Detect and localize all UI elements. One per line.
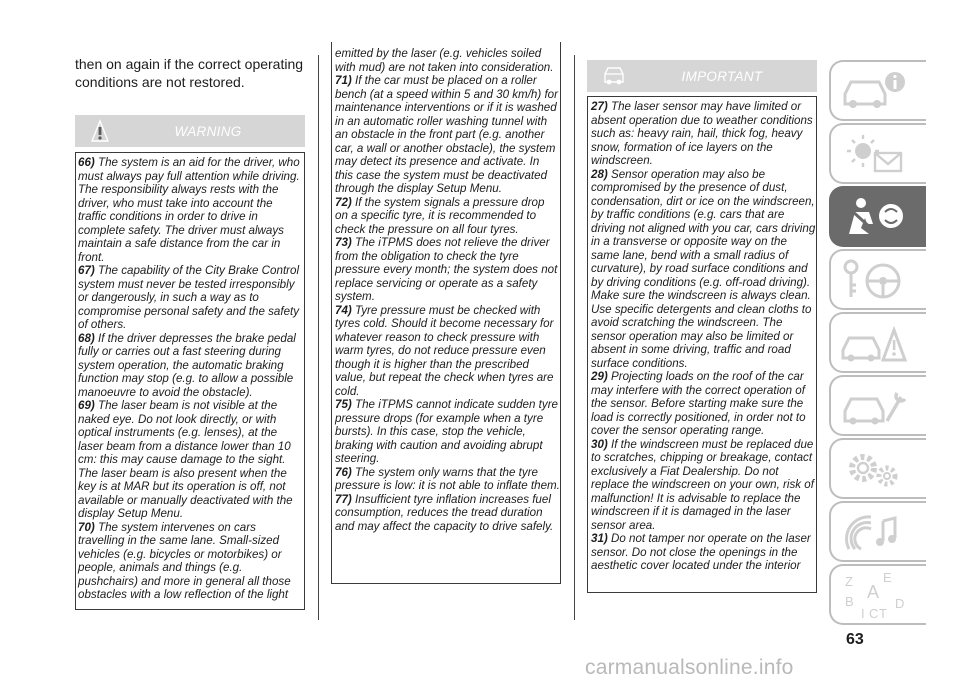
continuation-text: emitted by the laser (e.g. vehicles soiled with mud) are not taken into consideration. — [335, 47, 554, 74]
middle-item: 77) Insufficient tyre inflation increases fuel consumption, reduces the tread duration and may affect the capacity to drive safely. — [335, 492, 554, 533]
svg-text:I: I — [861, 606, 865, 621]
warning-item: 66) The system is an aid for the driver, who must always pay full attention while driving. The responsibility always rests with the driver, who must take into account the traffic conditions in order to drive in complete safety. The driver must always maintain a safe distance from the car in front. — [78, 156, 300, 264]
alphabet-index-icon — [839, 572, 909, 622]
svg-text:B: B — [845, 594, 854, 609]
tab-technical-data[interactable] — [829, 438, 926, 499]
svg-text:A: A — [867, 582, 880, 602]
warning-item: 70) The system intervenes on cars travelling in the same lane. Small-sized vehicles (e.g. bicycles or motorbikes) or people, animals and things (e.g. pushchairs) and more in general all those obstacles with a low reflection of the light — [78, 520, 291, 601]
svg-text:D: D — [895, 596, 905, 611]
warning-item: 68) If the driver depresses the brake pedal fully or carries out a fast steering during system operation, the automatic braking function may stop (e.g. to allow a possible manoeuvre to avoid the obstacle). — [78, 331, 296, 399]
tab-emergency[interactable] — [829, 312, 926, 373]
column-divider — [574, 55, 575, 620]
middle-item: 71) If the car must be placed on a roller bench (at a speed within 5 and 30 km/h) for maintenance interventions or if it is washed in an automatic roller washing tunnel with an obstacle in the front part (e.g. another car, a wall or another obstacle), the system may detect its presence and activate. In this case the system must be deactivated through the display Setup Menu. — [335, 74, 558, 195]
gears-icon — [839, 446, 909, 492]
tab-servicing[interactable] — [829, 375, 926, 436]
warning-car-icon — [839, 320, 909, 366]
tab-car-info[interactable] — [829, 60, 926, 121]
middle-item: 74) Tyre pressure must be checked with tyres cold. Should it become necessary for whatever reason to check pressure with warm tyres, do not reduce pressure even though it is higher than the prescribed value, but repeat the check when tyres are cold. — [335, 303, 554, 398]
intro-paragraph: then on again if the correct operating conditions are not restored. — [75, 56, 304, 90]
car-caution-icon — [601, 64, 627, 88]
watermark: carmanualsonline.info — [585, 656, 794, 679]
svg-text:T: T — [879, 606, 887, 621]
page-number: 63 — [846, 631, 864, 648]
svg-text:Z: Z — [845, 574, 853, 589]
sun-envelope-icon — [839, 131, 909, 177]
tab-lights-messages[interactable] — [829, 123, 926, 184]
important-title: IMPORTANT — [681, 68, 763, 84]
important-item: 29) Projecting loads on the roof of the car may interfere with the correct operation of the sensor. Before starting make sure the load is correctly positioned, in order not to cover the sensor operating range. — [591, 370, 806, 437]
important-item: 31) Do not tamper nor operate on the laser sensor. Do not close the openings in the aesthetic cover located under the interior — [591, 532, 811, 572]
car-info-icon — [839, 68, 909, 114]
important-items — [591, 100, 816, 573]
svg-text:C: C — [869, 606, 879, 621]
middle-item: 75) The iTPMS cannot indicate sudden tyre pressure drops (for example when a tyre bursts). In this case, stop the vehicle, braking with caution and avoiding abrupt steering. — [335, 398, 558, 465]
tab-starting-driving[interactable] — [829, 249, 926, 310]
warning-icon — [89, 119, 111, 143]
middle-item: 76) The system only warns that the tyre pressure is low: it is not able to inflate them. — [335, 465, 560, 492]
key-steering-wheel-icon — [839, 257, 909, 303]
middle-item: 73) The iTPMS does not relieve the driver from the obligation to check the tyre pressure every month; the system does not replace servicing or operate as a safety system. — [335, 236, 558, 303]
media-music-icon — [839, 509, 909, 555]
warning-header — [75, 115, 305, 147]
important-item: 28) Sensor operation may also be compromised by the presence of dust, condensation, dirt or ice on the windscreen, by traffic conditions (e.g. cars that are driving not aligned with you car, cars driving in a transverse or opposite way on the same lane, bend with a small radius of curvature), by road surface conditions and by driving conditions (e.g. off-road driving). Make sure the windscreen is always clean. Use specific detergents and clean cloths to avoid scratching the windscreen. The sensor operation may also be limited or absent in some driving, traffic and road surface conditions. — [591, 167, 816, 370]
warning-title: WARNING — [174, 123, 242, 139]
seat-airbag-icon — [839, 194, 909, 240]
warning-item: 69) The laser beam is not visible at the naked eye. Do not look directly, or with optical instruments (e.g. lenses), at the laser beam from a distance lower than 10 cm: this may cause damage to the sight. The laser beam is also present when the key is at MAR but its operation is off, not available or manually deactivated with the display Setup Menu. — [78, 399, 293, 520]
important-header — [587, 60, 817, 92]
important-item: 30) If the windscreen must be replaced due to scratches, chipping or breakage, contact exclusively a Fiat Dealership. Do not replace the windscreen on your own, risk of malfunction! It is advisable to replace the windscreen if it is damaged in the laser sensor area. — [591, 437, 814, 532]
tab-multimedia[interactable] — [829, 501, 926, 562]
svg-text:E: E — [883, 572, 892, 585]
tab-index[interactable] — [829, 564, 926, 625]
column-divider — [318, 55, 319, 620]
warning-item: 67) The capability of the City Brake Control system must never be tested irresponsibly or dangerously, in such a way as to compromise personal safety and the safety of others. — [78, 264, 300, 331]
important-item: 27) The laser sensor may have limited or absent operation due to weather conditions such as: heavy rain, hail, thick fog, heavy snow, formation of ice layers on the windscreen. — [591, 100, 813, 167]
tab-safety[interactable] — [829, 186, 926, 247]
middle-items — [335, 47, 560, 533]
middle-item: 72) If the system signals a pressure drop on a specific tyre, it is recommended to check the pressure on all four tyres. — [335, 195, 545, 236]
car-wrench-icon — [839, 383, 909, 429]
warning-items — [78, 156, 303, 602]
